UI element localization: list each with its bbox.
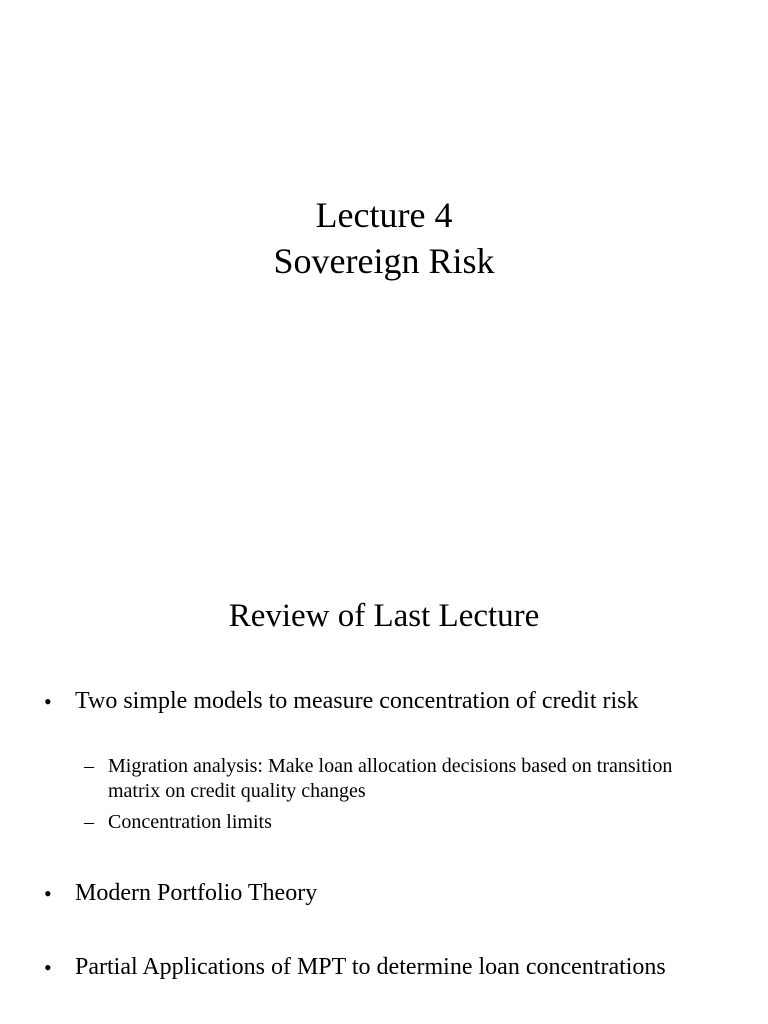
sub-bullet-text: Concentration limits bbox=[108, 811, 272, 833]
lecture-number: Lecture 4 bbox=[315, 195, 453, 235]
lecture-topic: Sovereign Risk bbox=[273, 241, 495, 281]
slide-2-title: Review of Last Lecture bbox=[228, 598, 540, 634]
bullet-marker: • bbox=[44, 881, 52, 906]
bullet-text: Two simple models to measure concentration of credit risk bbox=[75, 688, 639, 714]
bullet-marker: • bbox=[44, 689, 52, 714]
sub-bullet-marker: – bbox=[84, 811, 94, 833]
slide-2 bbox=[0, 576, 768, 1024]
sub-bullet-text: Migration analysis: Make loan allocation decisions based on transition matrix on credit quality changes bbox=[108, 755, 673, 802]
bullet-marker: • bbox=[44, 955, 52, 980]
sub-bullet-marker: – bbox=[84, 755, 94, 777]
bullet-text: Modern Portfolio Theory bbox=[75, 880, 318, 906]
bullet-text: Partial Applications of MPT to determine loan concentrations bbox=[75, 954, 666, 980]
slide-1-title bbox=[0, 192, 768, 284]
